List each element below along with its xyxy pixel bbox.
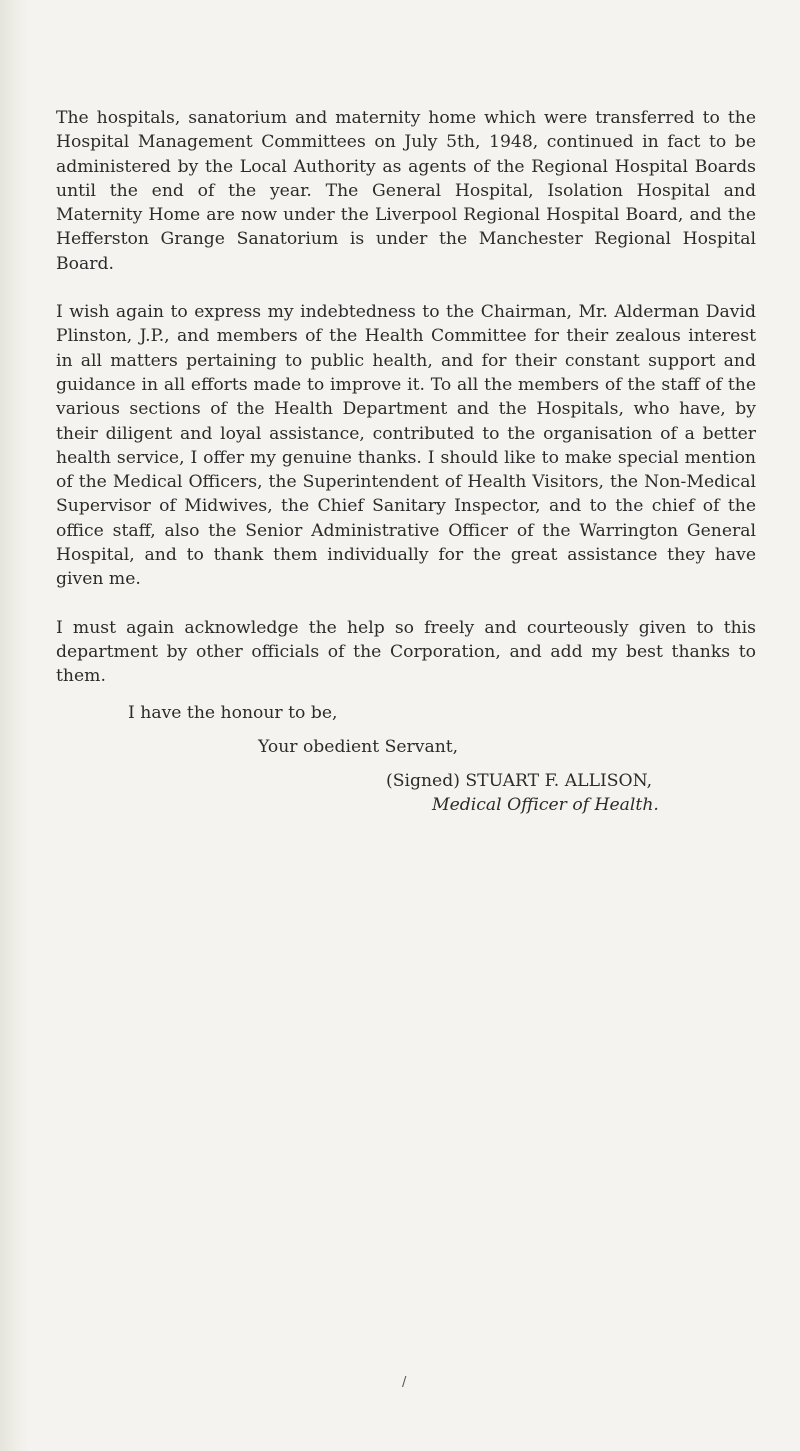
closing-honour: I have the honour to be, <box>128 703 338 723</box>
paragraph-thanks-officials: I must again acknowledge the help so freely and courteously given to this department by other officials of the Corporation, and add my best thanks to them. <box>56 617 756 687</box>
scan-edge-shadow <box>0 0 28 1451</box>
report-body <box>56 106 756 713</box>
paragraph-hospitals-transfer: The hospitals, sanatorium and maternity home which were transferred to the Hospital Management Committees on July 5th, 1948, continued in fact to be administered by the Local Authority as agents of the Regional Hospital Boards until the end of the year. The General Hospital, Isolation Hospital and Maternity Home are now under the Liverpool Regional Hospital Board, and the Hefferston Grange Sanatorium is under the Manchester Regional Hospital Board. <box>56 108 756 274</box>
paragraph-acknowledgements: I wish again to express my indebtedness to the Chairman, Mr. Alderman David Plinston, J.P., and members of the Health Committee for their zealous interest in all matters pertaining to public health, and for their constant support and guidance in all efforts made to improve it. To all the members of the staff of the various sections of the Health Department and the Hospitals, who have, by their diligent and loyal assistance, contributed to the organisation of a better health service, I offer my genuine thanks. I should like to make special mention of the Medical Officers, the Superintendent of Health Visitors, the Non-Medical Supervisor of Midwives, the Chief Sanitary Inspector, and to the chief of the office staff, also the Senior Administrative Officer of the Warrington General Hospital, and to thank them individually for the great assistance they have given me. <box>56 302 756 590</box>
signature-line: (Signed) STUART F. ALLISON, <box>386 771 653 791</box>
closing-servant: Your obedient Servant, <box>258 737 459 757</box>
signatory-title: Medical Officer of Health. <box>432 795 659 815</box>
page-mark: / <box>402 1375 407 1390</box>
